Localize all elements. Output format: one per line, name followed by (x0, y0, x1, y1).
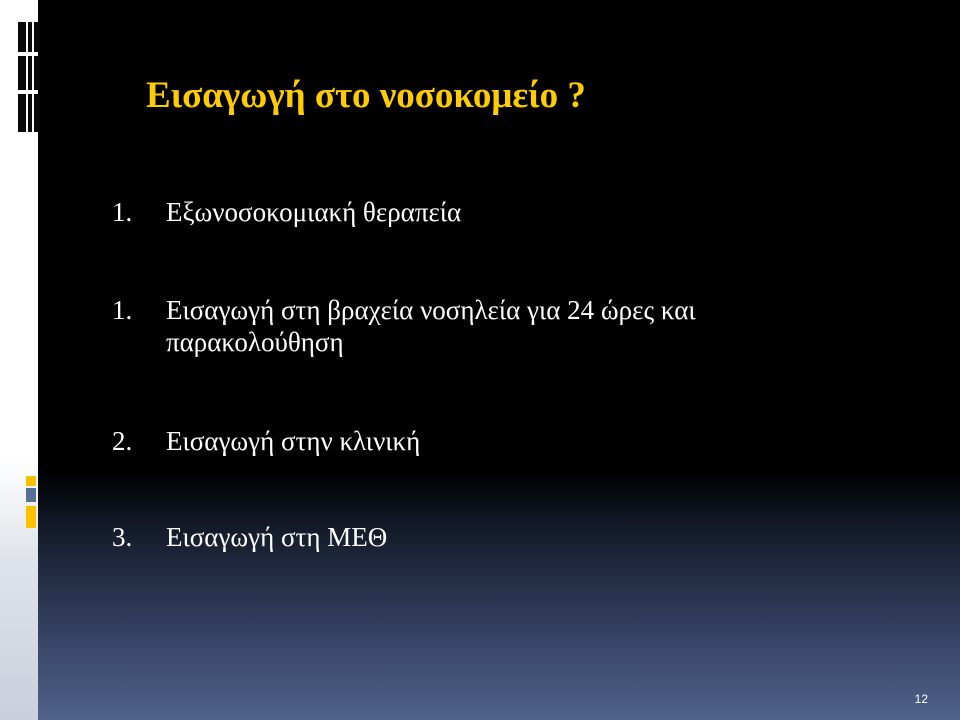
grid-block-middle (18, 56, 40, 90)
grid-decoration-icon (18, 22, 40, 132)
grid-block-top (18, 22, 40, 52)
list-item-number: 1. (112, 295, 133, 325)
list-item-text: Εισαγωγή στη ΜΕΘ (166, 522, 388, 552)
accent-square-yellow (26, 506, 36, 528)
list-item (112, 521, 387, 553)
list-item (112, 425, 420, 457)
list-item-number: 2. (112, 426, 133, 456)
slide-title: Εισαγωγή στο νοσοκομείο ? (146, 75, 586, 116)
accent-square-blue (26, 488, 36, 502)
list-item-text: Εισαγωγή στην κλινική (166, 426, 421, 456)
list-item (112, 196, 461, 228)
list-item-text: Εισαγωγή στη βραχεία νοσηλεία για 24 ώρες και παρακολούθηση (166, 295, 696, 357)
grid-line (32, 22, 34, 132)
list-item-text: Εξωνοσοκομιακή θεραπεία (166, 197, 462, 227)
accent-square-yellow (26, 476, 36, 486)
list-item-number: 1. (112, 197, 133, 227)
list-item-number: 3. (112, 522, 133, 552)
slide-number: 12 (914, 692, 928, 706)
grid-block-bottom (18, 94, 40, 132)
list-item (112, 294, 812, 358)
grid-line (26, 22, 28, 132)
